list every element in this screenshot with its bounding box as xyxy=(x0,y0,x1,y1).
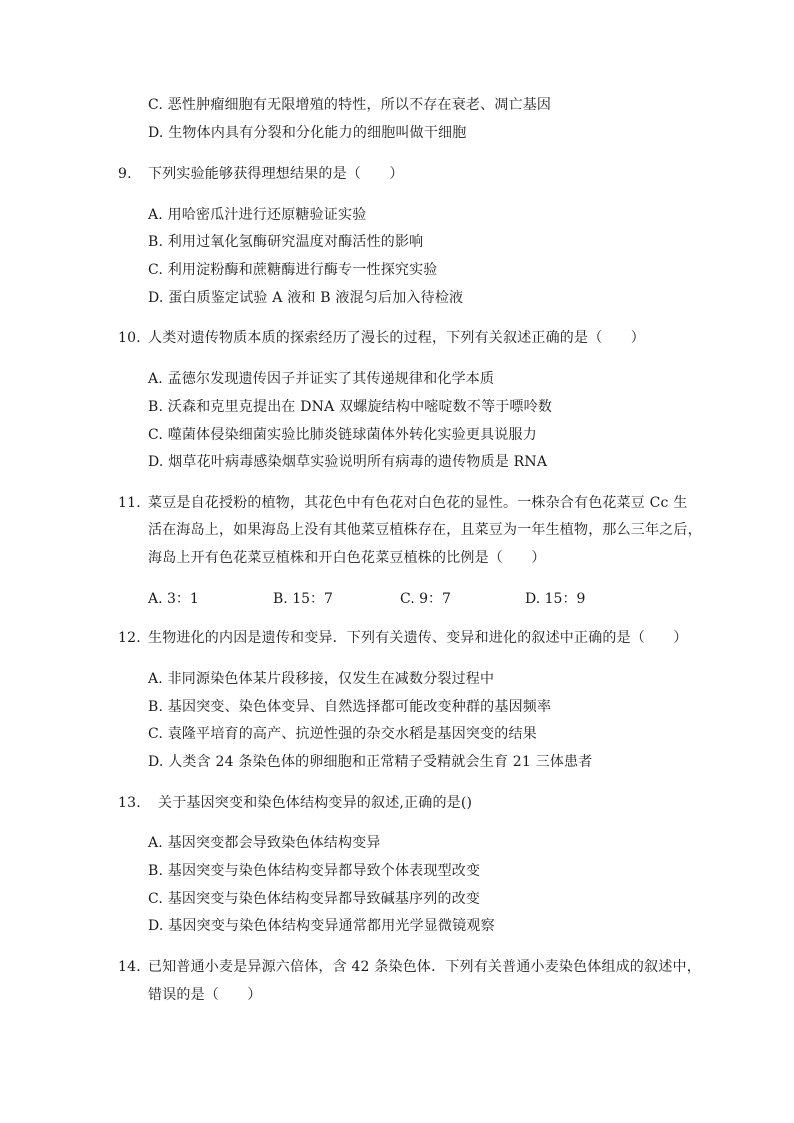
q11-option-c: C. 9：7 xyxy=(400,591,451,607)
q10-number: 10. xyxy=(118,330,141,346)
q9-stem: 下列实验能够获得理想结果的是（ ） xyxy=(148,166,404,182)
q9-number: 9. xyxy=(118,166,132,182)
q12-stem: 生物进化的内因是遗传和变异．下列有关遗传、变异和进化的叙述中正确的是（ ） xyxy=(148,630,688,646)
q10-option-b: B. 沃森和克里克提出在 DNA 双螺旋结构中嘧啶数不等于嘌呤数 xyxy=(148,399,553,415)
q9-option-c: C. 利用淀粉酶和蔗糖酶进行酶专一性探究实验 xyxy=(148,262,438,278)
q10-stem: 人类对遗传物质本质的探索经历了漫长的过程，下列有关叙述正确的是（ ） xyxy=(148,330,645,346)
q12-option-b: B. 基因突变、染色体变异、自然选择都可能改变种群的基因频率 xyxy=(148,699,552,715)
q11-number: 11. xyxy=(118,495,141,511)
q11-stem-line-1: 菜豆是自花授粉的植物，其花色中有色花对白色花的显性。一株杂合有色花菜豆 Cc 生 xyxy=(148,495,688,511)
q11-option-b: B. 15：7 xyxy=(273,591,333,607)
q8-option-d: D. 生物体内具有分裂和分化能力的细胞叫做干细胞 xyxy=(148,125,467,141)
q11-stem-line-2: 活在海岛上，如果海岛上没有其他菜豆植株存在，且菜豆为一年生植物，那么三年之后， xyxy=(148,522,702,538)
q10-option-c: C. 噬菌体侵染细菌实验比肺炎链球菌体外转化实验更具说服力 xyxy=(148,427,537,443)
q12-number: 12. xyxy=(118,630,141,646)
q14-stem-line-2: 错误的是（ ） xyxy=(148,987,262,1003)
q13-option-c: C. 基因突变与染色体结构变异都导致碱基序列的改变 xyxy=(148,891,481,907)
q11-option-a: A. 3：1 xyxy=(148,591,199,607)
q11-stem-line-3: 海岛上开有色花菜豆植株和开白色花菜豆植株的比例是（ ） xyxy=(148,550,546,566)
q12-option-a: A. 非同源染色体某片段移接，仅发生在减数分裂过程中 xyxy=(148,671,495,687)
q9-option-d: D. 蛋白质鉴定试验 A 液和 B 液混匀后加入待检液 xyxy=(148,290,464,306)
q13-option-b: B. 基因突变与染色体结构变异都导致个体表现型改变 xyxy=(148,863,481,879)
q13-stem: 关于基因突变和染色体结构变异的叙述,正确的是() xyxy=(158,795,473,811)
q14-number: 14. xyxy=(118,959,141,975)
q14-stem-line-1: 已知普通小麦是异源六倍体，含 42 条染色体．下列有关普通小麦染色体组成的叙述中， xyxy=(148,959,701,975)
q13-option-d: D. 基因突变与染色体结构变异通常都用光学显微镜观察 xyxy=(148,918,495,934)
q10-option-d: D. 烟草花叶病毒感染烟草实验说明所有病毒的遗传物质是 RNA xyxy=(148,454,548,470)
q13-option-a: A. 基因突变都会导致染色体结构变异 xyxy=(148,835,381,851)
q9-option-b: B. 利用过氧化氢酶研究温度对酶活性的影响 xyxy=(148,234,424,250)
q11-option-d: D. 15：9 xyxy=(525,591,586,607)
q12-option-c: C. 袁隆平培育的高产、抗逆性强的杂交水稻是基因突变的结果 xyxy=(148,726,537,742)
q13-number: 13. xyxy=(118,795,141,811)
q12-option-d: D. 人类含 24 条染色体的卵细胞和正常精子受精就会生育 21 三体患者 xyxy=(148,754,593,770)
q10-option-a: A. 孟德尔发现遗传因子并证实了其传递规律和化学本质 xyxy=(148,371,495,387)
q9-option-a: A. 用哈密瓜汁进行还原糖验证实验 xyxy=(148,207,367,223)
q8-option-c: C. 恶性肿瘤细胞有无限增殖的特性，所以不存在衰老、凋亡基因 xyxy=(148,97,552,113)
